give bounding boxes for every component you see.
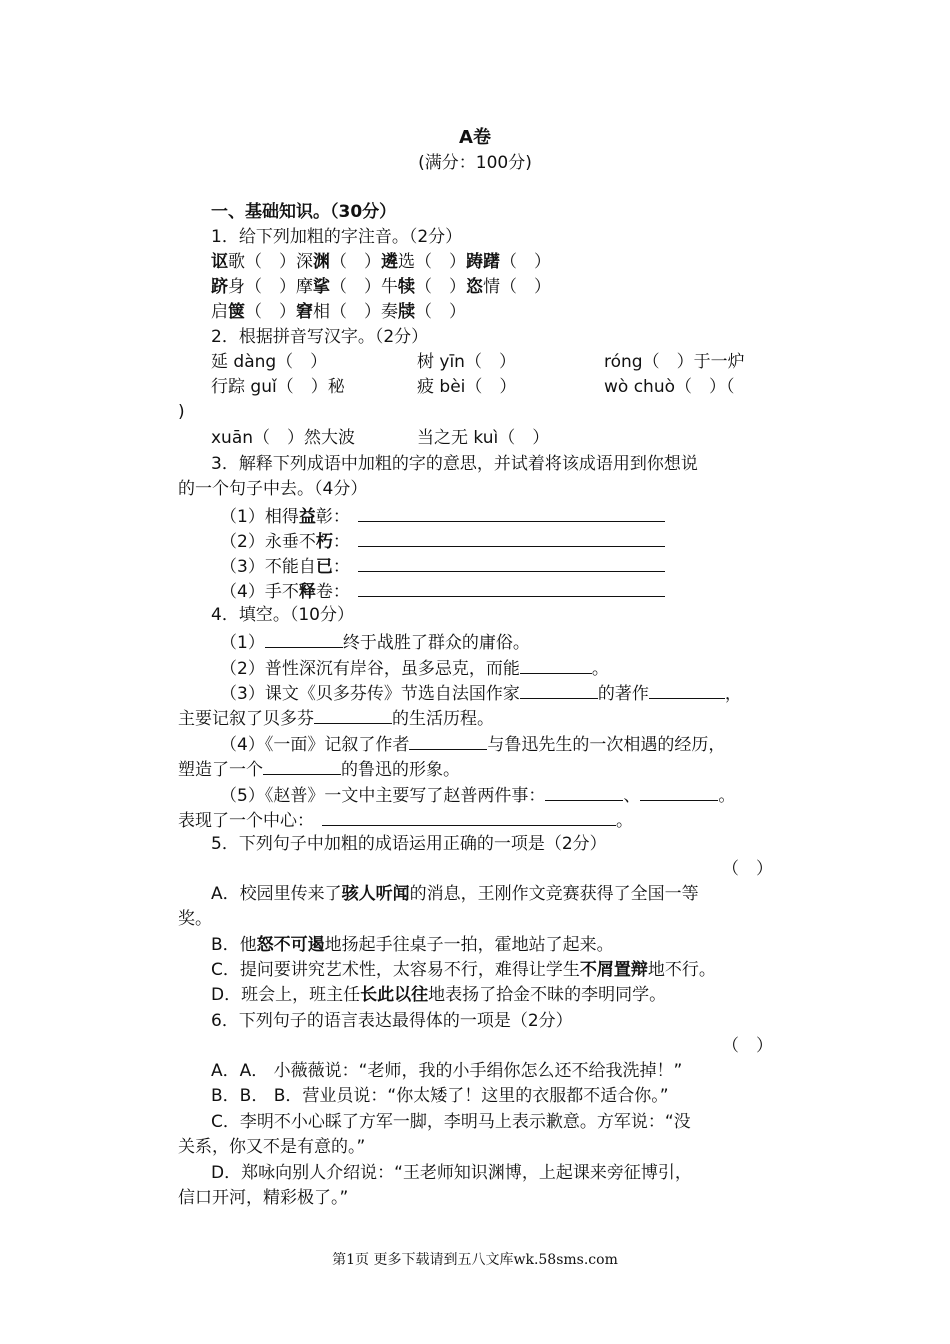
full-score: (满分：100分) <box>418 153 532 173</box>
q6-option-c: C．李明不小心睬了方军一脚，李明马上表示歉意。方军说：“没 <box>211 1112 691 1132</box>
q4-item-4-cont: 塑造了一个 的鲁迅的形象。 <box>178 756 460 783</box>
q6-option-b: B．B． B．营业员说：“你太矮了！这里的衣服都不适合你。” <box>211 1086 669 1106</box>
q1-row3: 启箧（ ）窘相（ ）奏牍（ ） <box>211 302 466 322</box>
q2-a1: 延 dàng（ ） <box>211 352 328 372</box>
q6-option-a: A．A． 小薇薇说：“老师，我的小手绢你怎么还不给我洗掉！” <box>211 1061 683 1081</box>
q1-row2: 跻身（ ）摩挲（ ）牛犊（ ）恣情（ ） <box>211 277 551 297</box>
q2-b3: wò chuò（ ）（ <box>604 377 735 397</box>
q3-prompt-line2: 的一个句子中去。（4分） <box>178 479 368 499</box>
q6-option-d: D．郑咏向别人介绍说：“王老师知识渊博，上起课来旁征博引， <box>211 1163 692 1183</box>
q4-item-3: （3）课文《贝多芬传》节选自法国作家 的著作 ， <box>220 680 742 707</box>
q4-item-4: （4）《一面》记叙了作者 与鲁迅先生的一次相遇的经历， <box>220 731 725 758</box>
q6-answer-paren: （ ） <box>722 1036 773 1056</box>
q3-item-1: （1）相得益彰： <box>220 503 665 530</box>
q3-prompt-line1: 3．解释下列成语中加粗的字的意思，并试着将该成语用到你想说 <box>211 454 698 474</box>
q1-prompt: 1．给下列加粗的字注音。（2分） <box>211 227 463 247</box>
q2-b2: 疲 bèi（ ） <box>417 377 517 397</box>
q5-option-d: D．班会上，班主任长此以往地表扬了拾金不昧的李明同学。 <box>211 985 667 1005</box>
q5-option-b: B．他怒不可遏地扬起手往桌子一拍，霍地站了起来。 <box>211 935 614 955</box>
q5-option-c: C．提问要讲究艺术性，太容易不行，难得让学生不屑置辩地不行。 <box>211 960 716 980</box>
q1-row1: 讴歌（ ）深渊（ ）遴选（ ）踌躇（ ） <box>211 252 551 272</box>
q4-item-5: （5）《赵普》一文中主要写了赵普两件事： 、 。 <box>220 782 735 809</box>
q5-option-a-cont: 奖。 <box>178 909 212 929</box>
q4-item-2: （2）普性深沉有岸谷，虽多忌克，而能 。 <box>220 655 609 682</box>
q6-option-c-cont: 关系，你又不是有意的。” <box>178 1137 366 1157</box>
q4-item-1: （1） 终于战胜了群众的庸俗。 <box>220 629 530 656</box>
q3-item-3: （3）不能自已： <box>220 553 665 580</box>
q3-item-2: （2）永垂不朽： <box>220 528 665 555</box>
q2-a2: 树 yīn（ ） <box>417 352 516 372</box>
q2-c2: 当之无 kuì（ ） <box>417 428 550 448</box>
q2-prompt: 2．根据拼音写汉字。（2分） <box>211 327 429 347</box>
q2-a3: róng（ ）于一炉 <box>604 352 745 372</box>
q5-prompt: 5．下列句子中加粗的成语运用正确的一项是（2分） <box>211 834 607 854</box>
q2-b-cont: ) <box>178 402 185 422</box>
q4-prompt: 4．填空。（10分） <box>211 605 354 625</box>
page-footer: 第1页 更多下载请到五八文库wk.58sms.com <box>332 1252 618 1268</box>
section-heading: 一、基础知识。（30分） <box>211 202 397 222</box>
q4-item-3-cont: 主要记叙了贝多芬 的生活历程。 <box>178 705 494 732</box>
q2-b1: 行踪 guǐ（ ）秘 <box>211 377 345 397</box>
q2-c1: xuān（ ）然大波 <box>211 428 356 448</box>
q5-answer-paren: （ ） <box>722 859 773 879</box>
q4-item-5-cont: 表现了一个中心： 。 <box>178 807 633 834</box>
q3-item-4: （4）手不释卷： <box>220 578 665 605</box>
q5-option-a: A．校园里传来了骇人听闻的消息，王刚作文竞赛获得了全国一等 <box>211 884 699 904</box>
page-title: A卷 <box>459 127 491 148</box>
q6-prompt: 6．下列句子的语言表达最得体的一项是（2分） <box>211 1011 573 1031</box>
q6-option-d-cont: 信口开河，精彩极了。” <box>178 1188 349 1208</box>
